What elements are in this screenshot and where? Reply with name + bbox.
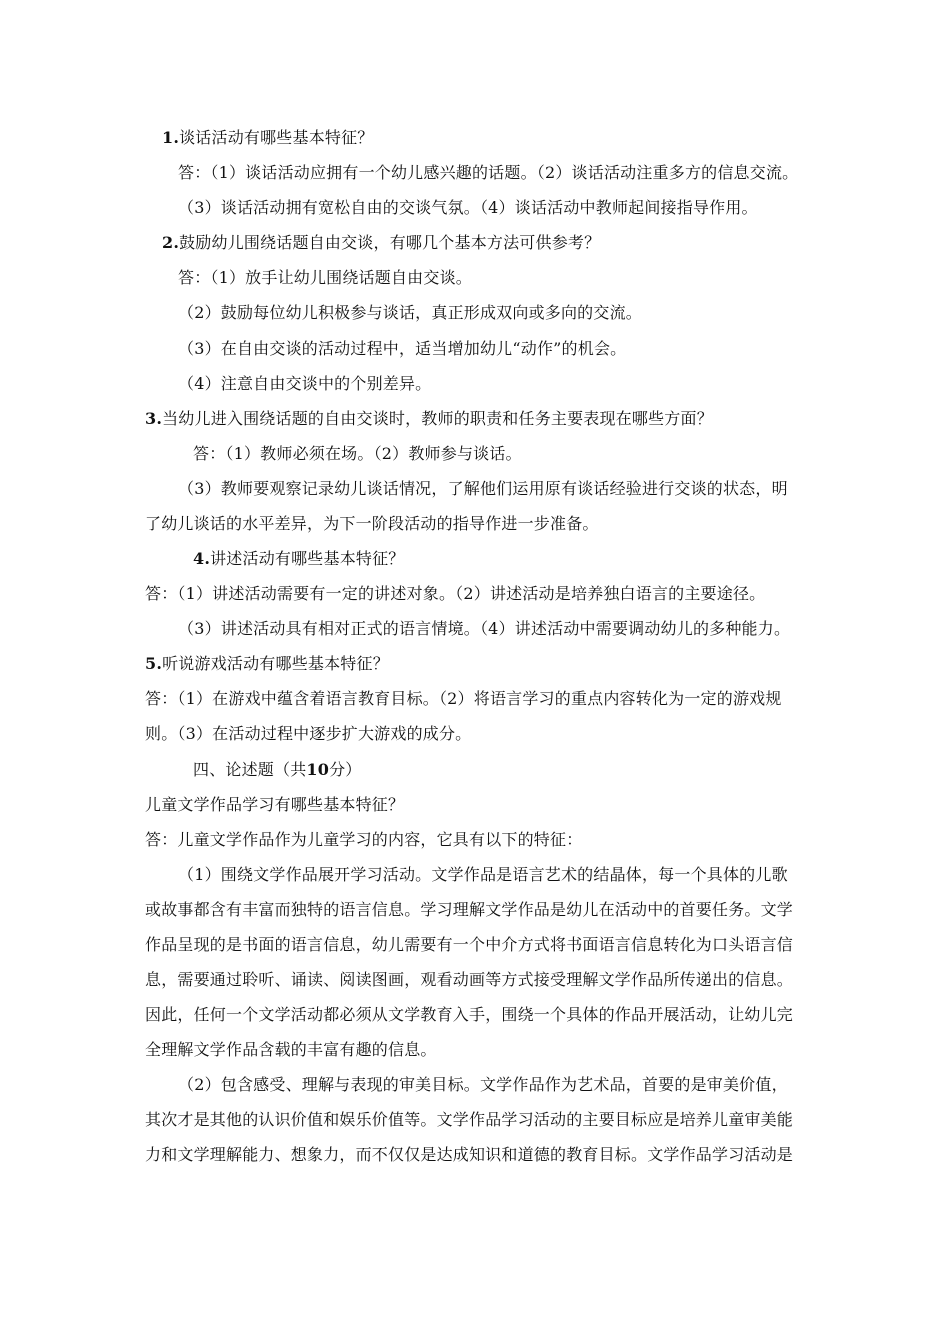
question-4 — [193, 548, 405, 570]
question-number: 4. — [193, 549, 211, 568]
essay-para-1-line-1: （1）围绕文学作品展开学习活动。文学作品是语言艺术的结晶体，每一个具体的儿歌 — [178, 865, 788, 884]
answer-1-line-2: （3）谈话活动拥有宽松自由的交谈气氛。（4）谈话活动中教师起间接指导作用。 — [178, 198, 758, 217]
heading-suffix: 分） — [329, 760, 362, 779]
question-text: 谈话活动有哪些基本特征？ — [179, 128, 374, 147]
answer-5-line-2: 则。（3）在活动过程中逐步扩大游戏的成分。 — [145, 724, 472, 743]
answer-2-line-3: （3）在自由交谈的活动过程中，适当增加幼儿“动作”的机会。 — [178, 339, 627, 358]
answer-3-line-3: 了幼儿谈话的水平差异，为下一阶段活动的指导作进一步准备。 — [145, 514, 599, 533]
question-5 — [145, 653, 389, 675]
question-text: 鼓励幼儿围绕话题自由交谈，有哪几个基本方法可供参考？ — [179, 233, 601, 252]
question-number: 1. — [162, 128, 180, 147]
essay-question: 儿童文学作品学习有哪些基本特征？ — [145, 795, 405, 814]
essay-para-1-line-3: 作品呈现的是书面的语言信息，幼儿需要有一个中介方式将书面语言信息转化为口头语言信 — [145, 935, 794, 954]
essay-para-2-line-2: 其次才是其他的认识价值和娱乐价值等。文学作品学习活动的主要目标应是培养儿童审美能 — [145, 1110, 794, 1129]
question-2 — [162, 232, 600, 254]
question-1 — [162, 127, 374, 149]
answer-3-line-2: （3）教师要观察记录幼儿谈话情况，了解他们运用原有谈话经验进行交谈的状态，明 — [178, 479, 788, 498]
answer-2-line-1: 答：（1）放手让幼儿围绕话题自由交谈。 — [178, 268, 472, 287]
essay-para-2-line-3: 力和文学理解能力、想象力，而不仅仅是达成知识和道德的教育目标。文学作品学习活动是 — [145, 1145, 794, 1164]
essay-para-1-line-4: 息，需要通过聆听、诵读、阅读图画，观看动画等方式接受理解文学作品所传递出的信息。 — [145, 970, 794, 989]
answer-5-line-1: 答：（1）在游戏中蕴含着语言教育目标。（2）将语言学习的重点内容转化为一定的游戏规 — [145, 689, 782, 708]
essay-para-1-line-6: 全理解文学作品含载的丰富有趣的信息。 — [145, 1040, 437, 1059]
essay-answer-intro: 答：儿童文学作品作为儿童学习的内容，它具有以下的特征： — [145, 830, 583, 849]
question-number: 3. — [145, 409, 163, 428]
answer-2-line-2: （2）鼓励每位幼儿积极参与谈话，真正形成双向或多向的交流。 — [178, 303, 642, 322]
answer-4-line-2: （3）讲述活动具有相对正式的语言情境。（4）讲述活动中需要调动幼儿的多种能力。 — [178, 619, 791, 638]
question-text: 听说游戏活动有哪些基本特征？ — [162, 654, 389, 673]
heading-score: 10 — [306, 760, 330, 779]
question-number: 2. — [162, 233, 180, 252]
answer-4-line-1: 答：（1）讲述活动需要有一定的讲述对象。（2）讲述活动是培养独白语言的主要途径。 — [145, 584, 766, 603]
essay-para-2-line-1: （2）包含感受、理解与表现的审美目标。文学作品作为艺术品，首要的是审美价值， — [178, 1075, 788, 1094]
question-text: 当幼儿进入围绕话题的自由交谈时，教师的职责和任务主要表现在哪些方面？ — [162, 409, 713, 428]
question-number: 5. — [145, 654, 163, 673]
essay-para-1-line-5: 因此，任何一个文学活动都必须从文学教育入手，围绕一个具体的作品开展活动，让幼儿完 — [145, 1005, 794, 1024]
answer-1-line-1: 答：（1）谈话活动应拥有一个幼儿感兴趣的话题。（2）谈话活动注重多方的信息交流。 — [178, 163, 799, 182]
answer-3-line-1: 答：（1）教师必须在场。（2）教师参与谈话。 — [193, 444, 522, 463]
question-text: 讲述活动有哪些基本特征？ — [210, 549, 405, 568]
essay-para-1-line-2: 或故事都含有丰富而独特的语言信息。学习理解文学作品是幼儿在活动中的首要任务。文学 — [145, 900, 794, 919]
answer-2-line-4: （4）注意自由交谈中的个别差异。 — [178, 374, 432, 393]
section-4-heading — [193, 759, 361, 781]
question-3 — [145, 408, 713, 430]
heading-prefix: 四、论述题（共 — [193, 760, 307, 779]
